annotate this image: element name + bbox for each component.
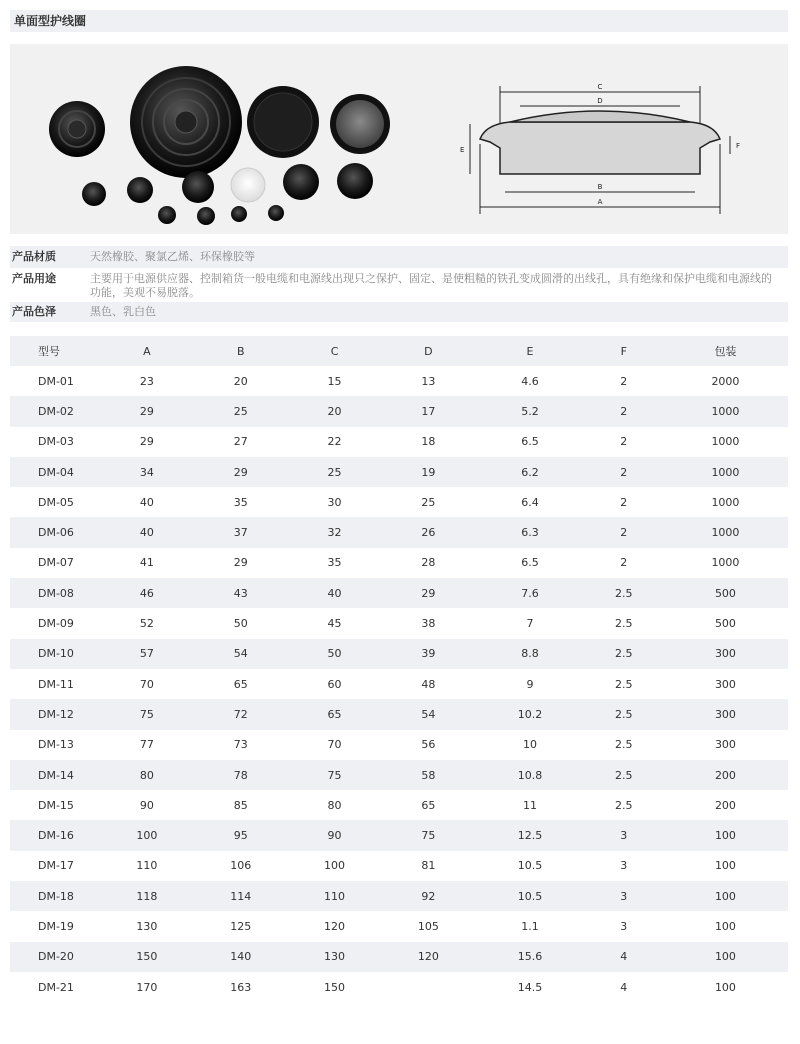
table-row [10,396,788,426]
table-cell: 25 [288,457,382,487]
table-cell: 48 [421,677,436,691]
table-row [10,366,788,396]
table-cell: 120 [381,942,475,972]
table-cell: 41 [139,556,154,570]
dim-label-e: E [460,146,465,154]
table-cell: 10 [522,738,537,752]
table-cell: 1000 [663,517,788,547]
table-cell: 50 [288,639,382,669]
table-row [10,487,788,517]
table-cell: 75 [100,699,194,729]
table-cell: 110 [288,881,382,911]
table-cell: 57 [100,639,194,669]
table-cell: 29 [233,556,248,570]
table-cell: 6.2 [475,457,584,487]
table-cell: 25 [421,495,436,509]
table-cell: 163 [230,980,252,994]
table-row [10,548,788,578]
table-cell: 10.5 [475,881,584,911]
table-cell: 40 [288,578,382,608]
table-cell: 92 [381,881,475,911]
table-cell: 58 [381,760,475,790]
table-row [10,790,788,820]
table-row [10,457,788,487]
table-cell: 22 [327,435,342,449]
dim-label-b: B [597,183,603,191]
table-cell: 38 [421,617,436,631]
table-cell: 500 [714,617,736,631]
column-header: F [585,336,663,366]
table-cell: 2000 [711,374,740,388]
table-cell: 2.5 [585,760,663,790]
table-cell: 300 [714,738,736,752]
table-cell: 4.6 [521,374,539,388]
dim-label-c: C [597,83,603,91]
model-cell: DM-20 [10,942,100,972]
table-cell: 125 [230,919,252,933]
table-cell: 3 [620,859,628,873]
table-row [10,760,788,790]
table-cell: 300 [714,677,736,691]
table-cell: 40 [100,517,194,547]
table-cell: 46 [100,578,194,608]
dim-label-a: A [597,198,603,206]
table-cell: 35 [233,495,248,509]
table-cell: 70 [139,677,154,691]
info-value: 天然橡胶、聚氯乙烯、环保橡胶等 [90,250,255,263]
table-cell: 3 [585,820,663,850]
table-cell: 52 [139,617,154,631]
table-cell: 9 [526,677,534,691]
table-row [10,820,788,850]
table-cell: 2 [620,435,628,449]
table-cell: 73 [233,738,248,752]
model-cell: DM-04 [10,457,100,487]
table-cell: 130 [288,942,382,972]
info-label: 产品色泽 [12,305,56,318]
table-cell: 15.6 [475,942,584,972]
table-cell: 100 [714,980,736,994]
table-cell: 35 [327,556,342,570]
table-row [10,730,788,760]
table-cell: 100 [663,820,788,850]
table-cell: 2 [620,495,628,509]
table-cell: 30 [327,495,342,509]
table-row [10,517,788,547]
table-cell: 90 [288,820,382,850]
table-cell: 39 [381,639,475,669]
table-cell: 80 [327,798,342,812]
table-row [10,911,788,941]
table-cell: 37 [194,517,288,547]
table-cell: 2 [620,374,628,388]
table-cell: 54 [381,699,475,729]
table-cell: 10.5 [517,859,543,873]
table-cell: 100 [714,859,736,873]
table-cell: 6.5 [521,556,539,570]
table-cell: 81 [421,859,436,873]
model-cell: DM-01 [38,374,74,388]
table-cell: 40 [139,495,154,509]
table-cell: 65 [421,798,436,812]
table-cell: 85 [233,798,248,812]
table-cell: 105 [417,919,439,933]
table-cell: 4 [585,942,663,972]
table-cell: 500 [663,578,788,608]
table-cell: 78 [194,760,288,790]
table-header-row [10,336,788,366]
model-cell: DM-16 [10,820,100,850]
model-cell: DM-19 [38,919,74,933]
table-cell: 200 [663,760,788,790]
model-cell: DM-10 [10,639,100,669]
column-header: B [194,336,288,366]
info-value: 主要用于电源供应器、控制箱货一般电缆和电源线出现只之保护、固定、是使粗糙的铁孔变成圆滑的出线孔，具有绝缘和保护电缆和电源线的功能，美观不易脱落。 [90,272,772,299]
table-row [10,427,788,457]
table-cell: 65 [288,699,382,729]
table-cell: 43 [194,578,288,608]
section-title: 单面型护线圈 [10,10,788,32]
table-cell: 70 [327,738,342,752]
table-cell: 170 [136,980,158,994]
model-cell: DM-14 [10,760,100,790]
table-row [10,881,788,911]
table-cell: 3 [585,881,663,911]
table-cell: 1000 [711,435,740,449]
column-header: 包装 [663,336,788,366]
table-cell: 1.1 [521,919,539,933]
table-cell: 60 [327,677,342,691]
model-cell: DM-09 [38,617,74,631]
model-cell: DM-03 [38,435,74,449]
table-cell: 10.8 [475,760,584,790]
table-cell: 7 [526,617,534,631]
grommet-photo [10,44,420,234]
info-label: 产品用途 [12,272,56,285]
table-cell: 34 [100,457,194,487]
table-cell: 95 [194,820,288,850]
table-cell: 20 [288,396,382,426]
table-cell: 77 [139,738,154,752]
table-cell: 100 [324,859,346,873]
table-row [10,699,788,729]
table-cell: 18 [421,435,436,449]
table-cell: 140 [194,942,288,972]
table-cell: 100 [100,820,194,850]
table-cell: 13 [421,374,436,388]
spec-table [10,336,788,1002]
table-cell: 6.5 [521,435,539,449]
table-cell: 19 [381,457,475,487]
product-image-panel [10,44,788,234]
table-cell: 2 [620,556,628,570]
table-row [10,669,788,699]
table-row [10,578,788,608]
table-cell: 2 [585,396,663,426]
table-cell: 1000 [663,457,788,487]
table-cell: 4 [620,980,628,994]
table-cell: 23 [139,374,154,388]
table-cell: 28 [421,556,436,570]
table-cell: 2.5 [615,617,633,631]
table-cell: 2.5 [585,699,663,729]
table-cell: 20 [233,374,248,388]
table-cell: 25 [194,396,288,426]
model-cell: DM-17 [38,859,74,873]
table-cell: 106 [230,859,252,873]
table-cell: 26 [381,517,475,547]
table-cell: 29 [381,578,475,608]
dim-label-f: F [736,142,741,150]
table-cell: 6.4 [521,495,539,509]
table-cell: 2.5 [615,738,633,752]
table-cell: 8.8 [475,639,584,669]
table-cell [381,972,475,1002]
model-cell: DM-02 [10,396,100,426]
table-cell: 54 [194,639,288,669]
table-cell: 11 [522,798,537,812]
table-cell: 1000 [711,556,740,570]
table-row [10,639,788,669]
table-cell: 150 [100,942,194,972]
table-cell: 29 [139,435,154,449]
table-cell: 2.5 [615,798,633,812]
table-cell: 120 [324,919,346,933]
table-cell: 32 [288,517,382,547]
dim-label-d: D [597,97,603,105]
table-cell: 5.2 [475,396,584,426]
table-cell: 7.6 [475,578,584,608]
table-cell: 114 [194,881,288,911]
model-cell: DM-21 [38,980,74,994]
column-header: 型号 [10,336,100,366]
table-cell: 100 [663,881,788,911]
table-cell: 45 [327,617,342,631]
table-cell: 27 [233,435,248,449]
model-cell: DM-07 [38,556,74,570]
table-cell: 100 [663,942,788,972]
table-cell: 56 [421,738,436,752]
column-header: E [475,336,584,366]
column-header: C [288,336,382,366]
table-cell: 15 [327,374,342,388]
table-cell: 14.5 [517,980,543,994]
table-cell: 300 [663,639,788,669]
table-cell: 75 [288,760,382,790]
table-row [10,851,788,881]
dimension-diagram [450,64,750,224]
table-row [10,942,788,972]
table-cell: 2.5 [615,677,633,691]
table-cell: 6.3 [475,517,584,547]
column-header: A [100,336,194,366]
table-cell: 3 [620,919,628,933]
model-cell: DM-11 [38,677,74,691]
table-cell: 65 [233,677,248,691]
table-cell: 300 [663,699,788,729]
table-cell: 10.2 [475,699,584,729]
table-cell: 12.5 [475,820,584,850]
table-cell: 2.5 [585,578,663,608]
table-row [10,972,788,1002]
model-cell: DM-18 [10,881,100,911]
table-cell: 118 [100,881,194,911]
info-label: 产品材质 [12,250,56,263]
table-cell: 200 [714,798,736,812]
table-cell: 130 [136,919,158,933]
table-cell: 80 [100,760,194,790]
table-cell: 1000 [711,495,740,509]
table-cell: 75 [381,820,475,850]
model-cell: DM-13 [38,738,74,752]
model-cell: DM-08 [10,578,100,608]
column-header: D [381,336,475,366]
model-cell: DM-05 [38,495,74,509]
table-cell: 50 [233,617,248,631]
table-cell: 1000 [663,396,788,426]
info-material [10,246,788,268]
info-usage [10,270,788,300]
info-color [10,302,788,322]
table-cell: 2 [585,457,663,487]
model-cell: DM-06 [10,517,100,547]
table-cell: 90 [139,798,154,812]
model-cell: DM-15 [38,798,74,812]
table-cell: 2.5 [585,639,663,669]
table-cell: 110 [136,859,158,873]
table-cell: 29 [194,457,288,487]
table-cell: 100 [714,919,736,933]
table-row [10,608,788,638]
table-cell: 72 [194,699,288,729]
info-value: 黑色、乳白色 [90,305,156,318]
table-cell: 2 [585,517,663,547]
table-cell: 17 [381,396,475,426]
table-cell: 29 [100,396,194,426]
model-cell: DM-12 [10,699,100,729]
table-cell: 150 [324,980,346,994]
